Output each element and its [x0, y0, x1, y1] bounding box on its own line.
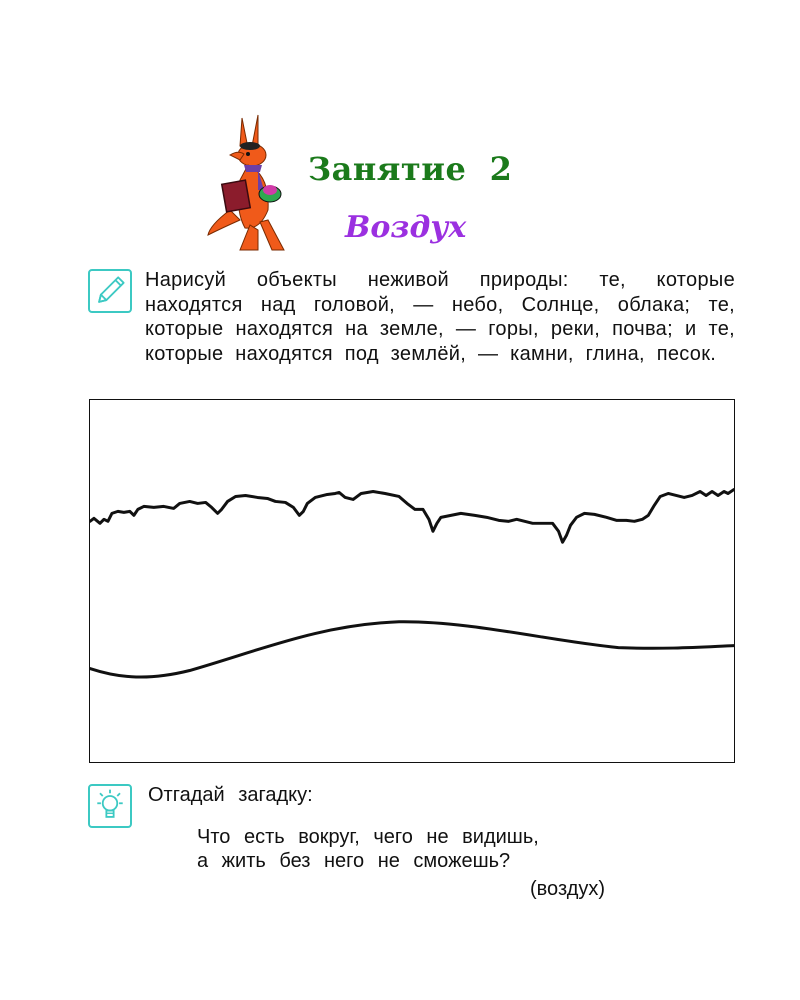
task-instruction: Нарисуй объекты неживой природы: те, которые находятся над головой, — небо, Солнце, облака; те, которые находятся на земле, — горы, реки, почва; и те, которые находятся под землёй, — камни, глина, песок.: [145, 269, 735, 365]
horizon-line: [90, 490, 734, 543]
pencil-icon: [88, 269, 132, 313]
ground-line: [90, 622, 734, 677]
lightbulb-icon: [88, 784, 132, 828]
riddle-line: а жить без него не сможешь?: [197, 850, 511, 872]
riddle-answer: (воздух): [530, 878, 606, 900]
lesson-title: Занятие 2: [308, 150, 513, 188]
kangaroo-mascot-icon: [200, 110, 300, 260]
topic-title: Воздух: [345, 210, 467, 245]
drawing-area[interactable]: [89, 399, 735, 763]
riddle-line: Что есть вокруг, чего не видишь,: [197, 826, 539, 848]
riddle-prompt: Отгадай загадку:: [148, 784, 313, 806]
